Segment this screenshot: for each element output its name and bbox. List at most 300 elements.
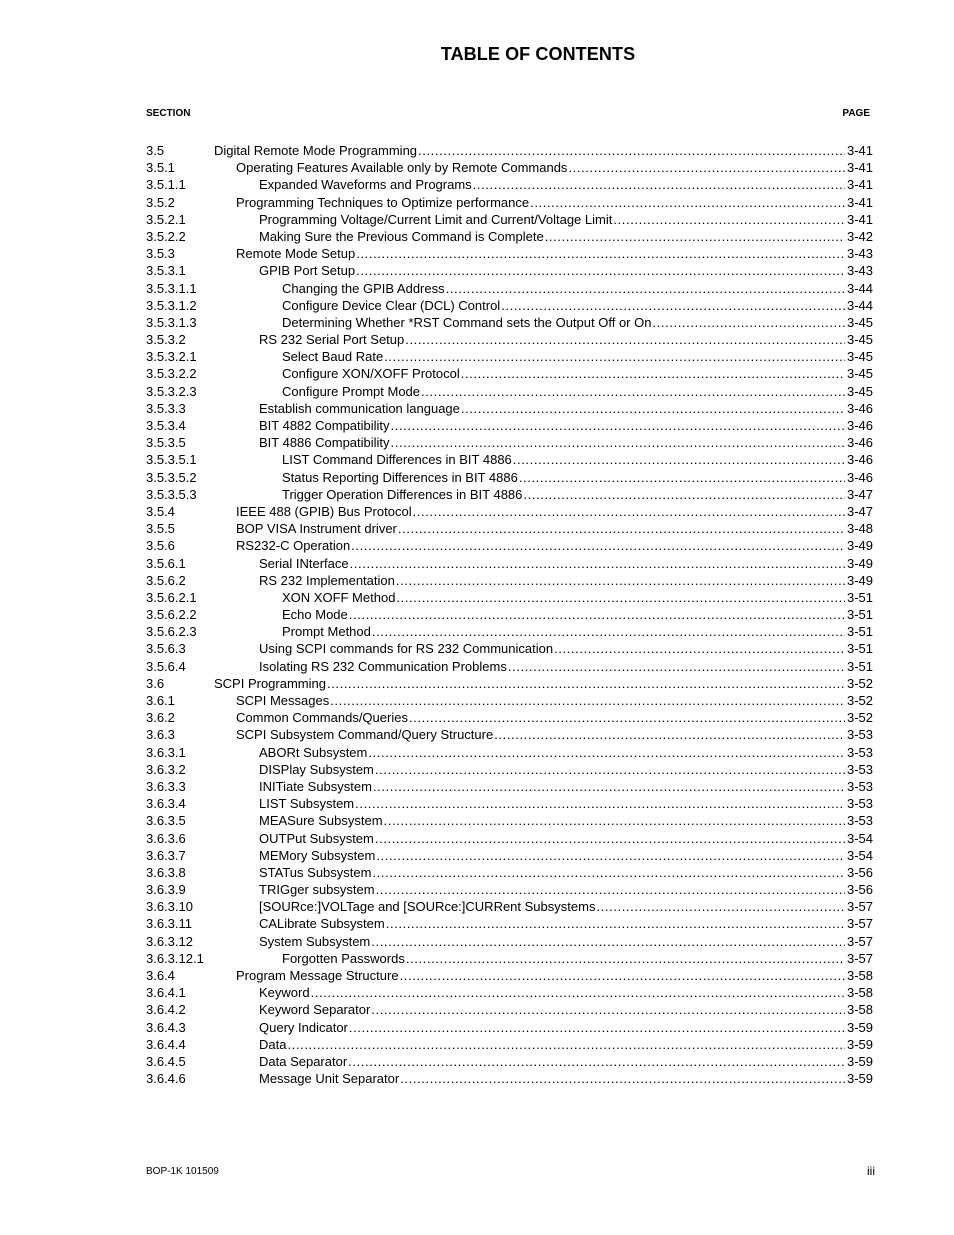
toc-section-number: 3.5.3.2.1	[146, 349, 197, 365]
toc-section-number: 3.6	[146, 675, 165, 691]
toc-entry-title: RS 232 Implementation	[259, 572, 395, 588]
toc-entry-title: System Subsystem	[259, 933, 371, 949]
toc-entry[interactable]	[146, 1019, 873, 1036]
toc-entry[interactable]	[146, 194, 873, 211]
table-of-contents	[146, 142, 873, 1087]
toc-page-number: 3-54	[846, 830, 873, 846]
toc-entry-title: ABORt Subsystem	[259, 744, 368, 760]
toc-entry-line	[259, 400, 873, 417]
toc-page-number: 3-47	[846, 503, 873, 519]
toc-entry-line	[259, 795, 873, 812]
toc-entry-title: SCPI Subsystem Command/Query Structure	[236, 727, 494, 743]
toc-entry-title: [SOURce:]VOLTage and [SOURce:]CURRent Subsystems	[259, 899, 596, 915]
dot-leader	[375, 761, 845, 778]
toc-entry-title: MEMory Subsystem	[259, 847, 376, 863]
toc-page-number: 3-59	[846, 1071, 873, 1087]
page-title: TABLE OF CONTENTS	[440, 44, 636, 64]
toc-section-number: 3.6.3.12	[146, 933, 193, 949]
dot-leader	[418, 142, 845, 159]
dot-leader	[473, 176, 845, 193]
toc-entry-line	[282, 589, 873, 606]
toc-section-number: 3.5.3.2	[146, 332, 186, 348]
dot-leader	[400, 967, 845, 984]
dot-leader	[461, 400, 845, 417]
toc-section-number: 3.5.6.2.2	[146, 607, 197, 623]
toc-section-number: 3.6.1	[146, 693, 175, 708]
toc-entry[interactable]	[146, 709, 873, 726]
toc-entry[interactable]	[146, 675, 873, 692]
toc-section-number: 3.6.4.2	[146, 1002, 186, 1018]
dot-leader	[356, 262, 845, 279]
toc-entry-line	[259, 778, 873, 795]
toc-entry-line	[236, 709, 873, 726]
toc-entry-title: Serial INterface	[259, 555, 349, 571]
toc-section-number: 3.5.6.1	[146, 555, 186, 571]
toc-entry[interactable]	[146, 640, 873, 657]
toc-page-number: 3-45	[846, 366, 873, 382]
dot-leader	[409, 709, 845, 726]
toc-entry-title: SCPI Programming	[214, 675, 326, 691]
dot-leader	[287, 1036, 845, 1053]
dot-leader	[494, 726, 845, 743]
toc-section-number: 3.5.3	[146, 246, 175, 262]
toc-entry[interactable]	[146, 933, 873, 950]
toc-page-number: 3-58	[846, 985, 873, 1001]
toc-entry-line	[259, 1036, 873, 1053]
toc-page-number: 3-48	[846, 521, 873, 537]
toc-section-number: 3.6.3	[146, 727, 175, 743]
toc-page-number: 3-51	[846, 658, 873, 674]
toc-page-number: 3-56	[846, 864, 873, 880]
dot-leader	[348, 1053, 845, 1070]
toc-section-number: 3.5	[146, 143, 165, 158]
toc-section-number: 3.6.3.8	[146, 864, 186, 880]
toc-entry-line	[236, 692, 873, 709]
dot-leader	[446, 280, 845, 297]
toc-entry[interactable]	[146, 881, 873, 898]
toc-page-number: 3-51	[846, 607, 873, 623]
dot-leader	[405, 331, 845, 348]
toc-page-number: 3-41	[846, 194, 873, 210]
toc-page-number: 3-45	[846, 314, 873, 330]
toc-page-number: 3-59	[846, 1019, 873, 1035]
toc-page-number: 3-53	[846, 761, 873, 777]
toc-section-number: 3.5.2.1	[146, 211, 186, 227]
toc-entry[interactable]	[146, 967, 873, 984]
dot-leader	[391, 417, 845, 434]
dot-leader	[330, 692, 845, 709]
toc-entry[interactable]	[146, 400, 873, 417]
toc-entry-line	[259, 864, 873, 881]
toc-page-number: 3-59	[846, 1053, 873, 1069]
toc-entry-title: Message Unit Separator	[259, 1071, 400, 1087]
toc-entry[interactable]	[146, 451, 873, 468]
toc-section-number: 3.5.3.1.2	[146, 297, 197, 313]
toc-section-number: 3.5.6.2.1	[146, 589, 197, 605]
dot-leader	[530, 194, 845, 211]
toc-page-number: 3-51	[846, 641, 873, 657]
toc-page-number: 3-41	[846, 143, 873, 158]
dot-leader	[355, 795, 845, 812]
toc-page-number: 3-56	[846, 882, 873, 898]
toc-page-number: 3-46	[846, 435, 873, 451]
toc-page-number: 3-45	[846, 383, 873, 399]
dot-leader	[376, 847, 845, 864]
toc-entry[interactable]	[146, 1001, 873, 1018]
toc-section-number: 3.6.3.3	[146, 778, 186, 794]
toc-entry-line	[259, 898, 873, 915]
dot-leader	[327, 675, 845, 692]
dot-leader	[349, 606, 845, 623]
dot-leader	[356, 245, 845, 262]
toc-section-number: 3.5.3.5.3	[146, 486, 197, 502]
toc-entry-line	[236, 245, 873, 262]
toc-entry-title: LIST Command Differences in BIT 4886	[282, 452, 512, 468]
toc-page-number: 3-58	[846, 968, 873, 983]
toc-entry[interactable]	[146, 915, 873, 932]
toc-entry[interactable]	[146, 211, 873, 228]
toc-entry-line	[259, 228, 873, 245]
toc-entry[interactable]	[146, 537, 873, 554]
dot-leader	[372, 623, 845, 640]
toc-entry-title: Common Commands/Queries	[236, 710, 408, 726]
toc-section-number: 3.6.3.11	[146, 916, 193, 932]
toc-entry-line	[282, 451, 873, 468]
toc-entry-line	[259, 881, 873, 898]
toc-entry-title: Keyword Separator	[259, 1002, 371, 1018]
toc-entry-title: LIST Subsystem	[259, 796, 355, 812]
toc-entry[interactable]	[146, 1070, 873, 1087]
document-id: BOP-1K 101509	[146, 1166, 219, 1177]
toc-entry[interactable]	[146, 984, 873, 1001]
toc-entry-title: BIT 4886 Compatibility	[259, 435, 390, 451]
toc-page-number: 3-45	[846, 349, 873, 365]
toc-entry[interactable]	[146, 503, 873, 520]
toc-entry-line	[236, 503, 873, 520]
toc-section-number: 3.5.2.2	[146, 228, 186, 244]
toc-entry-line	[259, 176, 873, 193]
toc-entry[interactable]	[146, 1036, 873, 1053]
toc-entry[interactable]	[146, 555, 873, 572]
toc-section-number: 3.5.1	[146, 160, 175, 176]
toc-section-number: 3.6.4	[146, 968, 175, 983]
toc-section-number: 3.6.4.6	[146, 1071, 186, 1087]
toc-entry-line	[282, 365, 873, 382]
toc-entry-line	[259, 211, 873, 228]
page-column-header: PAGE	[842, 108, 870, 119]
toc-page-number: 3-44	[846, 280, 873, 296]
toc-page-number: 3-41	[846, 177, 873, 193]
toc-entry-title: Programming Voltage/Current Limit and Current/Voltage Limit	[259, 211, 613, 227]
toc-section-number: 3.5.6.4	[146, 658, 186, 674]
dot-leader	[568, 159, 845, 176]
toc-entry[interactable]	[146, 297, 873, 314]
toc-section-number: 3.5.3.2.3	[146, 383, 197, 399]
toc-entry[interactable]	[146, 761, 873, 778]
toc-page-number: 3-58	[846, 1002, 873, 1018]
dot-leader	[596, 898, 845, 915]
dot-leader	[461, 365, 845, 382]
toc-section-number: 3.6.3.10	[146, 899, 193, 915]
toc-page-number: 3-43	[846, 246, 873, 262]
toc-entry-title: BOP VISA Instrument driver	[236, 521, 397, 537]
toc-entry-title: INITiate Subsystem	[259, 778, 372, 794]
toc-entry-title: DISPlay Subsystem	[259, 761, 374, 777]
toc-entry[interactable]	[146, 1053, 873, 1070]
toc-page-number: 3-53	[846, 813, 873, 829]
toc-page-number: 3-46	[846, 400, 873, 416]
toc-page-number: 3-52	[846, 710, 873, 726]
toc-page-number: 3-47	[846, 486, 873, 502]
dot-leader	[501, 297, 845, 314]
page-number: iii	[867, 1164, 875, 1178]
dot-leader	[508, 658, 845, 675]
toc-entry-line	[282, 623, 873, 640]
toc-entry-title: Prompt Method	[282, 624, 371, 640]
toc-entry-line	[236, 194, 873, 211]
toc-entry-title: Select Baud Rate	[282, 349, 384, 365]
toc-entry-title: RS 232 Serial Port Setup	[259, 332, 405, 348]
toc-entry[interactable]	[146, 847, 873, 864]
dot-leader	[523, 486, 845, 503]
toc-entry-line	[259, 555, 873, 572]
toc-section-number: 3.6.3.1	[146, 744, 186, 760]
toc-entry-line	[282, 297, 873, 314]
toc-entry-title: CALibrate Subsystem	[259, 916, 385, 932]
toc-section-number: 3.6.3.7	[146, 847, 186, 863]
toc-entry[interactable]	[146, 348, 873, 365]
dot-leader	[519, 469, 845, 486]
toc-page-number: 3-53	[846, 727, 873, 743]
toc-entry[interactable]	[146, 434, 873, 451]
toc-entry-title: Query Indicator	[259, 1019, 348, 1035]
toc-entry[interactable]	[146, 228, 873, 245]
toc-entry[interactable]	[146, 950, 873, 967]
toc-entry[interactable]	[146, 692, 873, 709]
toc-section-number: 3.5.6.2.3	[146, 624, 197, 640]
toc-page-number: 3-43	[846, 263, 873, 279]
toc-section-number: 3.6.4.5	[146, 1053, 186, 1069]
toc-entry[interactable]	[146, 142, 873, 159]
toc-entry[interactable]	[146, 314, 873, 331]
toc-entry-title: Digital Remote Mode Programming	[214, 143, 418, 158]
toc-entry[interactable]	[146, 795, 873, 812]
toc-section-number: 3.5.6	[146, 538, 175, 554]
toc-entry-title: Trigger Operation Differences in BIT 4886	[282, 486, 523, 502]
toc-entry[interactable]	[146, 417, 873, 434]
dot-leader	[391, 434, 845, 451]
toc-entry-line	[259, 1019, 873, 1036]
toc-entry-title: Configure Device Clear (DCL) Control	[282, 297, 501, 313]
toc-entry-title: Forgotten Passwords	[282, 950, 405, 966]
toc-entry-title: Keyword	[259, 985, 310, 1001]
toc-entry-title: XON XOFF Method	[282, 589, 396, 605]
toc-section-number: 3.5.3.1	[146, 263, 186, 279]
dot-leader	[311, 984, 845, 1001]
dot-leader	[351, 537, 845, 554]
dot-leader	[373, 778, 845, 795]
dot-leader	[652, 314, 845, 331]
toc-entry-title: Changing the GPIB Address	[282, 280, 445, 296]
dot-leader	[513, 451, 845, 468]
toc-section-number: 3.5.3.5.2	[146, 469, 197, 485]
toc-entry-title: Determining Whether *RST Command sets the Output Off or On	[282, 314, 652, 330]
toc-entry[interactable]	[146, 589, 873, 606]
dot-leader	[545, 228, 845, 245]
toc-page-number: 3-54	[846, 847, 873, 863]
toc-entry[interactable]	[146, 262, 873, 279]
toc-page-number: 3-46	[846, 469, 873, 485]
toc-entry-title: STATus Subsystem	[259, 864, 372, 880]
toc-entry[interactable]	[146, 572, 873, 589]
toc-entry-title: Data Separator	[259, 1053, 348, 1069]
dot-leader	[396, 589, 845, 606]
toc-section-number: 3.6.2	[146, 710, 175, 726]
toc-entry-line	[259, 572, 873, 589]
toc-entry[interactable]	[146, 469, 873, 486]
toc-page-number: 3-49	[846, 538, 873, 554]
toc-entry-line	[259, 915, 873, 932]
toc-page-number: 3-52	[846, 675, 873, 691]
toc-entry[interactable]	[146, 898, 873, 915]
toc-entry-title: OUTPut Subsystem	[259, 830, 374, 846]
dot-leader	[421, 383, 845, 400]
toc-entry-line	[236, 159, 873, 176]
toc-page-number: 3-42	[846, 228, 873, 244]
toc-section-number: 3.6.3.12.1	[146, 950, 204, 966]
toc-entry[interactable]	[146, 744, 873, 761]
toc-entry[interactable]	[146, 383, 873, 400]
toc-page-number: 3-51	[846, 589, 873, 605]
toc-entry[interactable]	[146, 280, 873, 297]
toc-entry-line	[259, 1001, 873, 1018]
toc-entry[interactable]	[146, 606, 873, 623]
toc-section-number: 3.5.3.3	[146, 400, 186, 416]
toc-section-number: 3.6.4.1	[146, 985, 186, 1001]
toc-entry-line	[282, 950, 873, 967]
toc-entry-line	[259, 812, 873, 829]
toc-entry-title: Echo Mode	[282, 607, 348, 623]
toc-page-number: 3-49	[846, 555, 873, 571]
dot-leader	[413, 503, 845, 520]
toc-entry[interactable]	[146, 365, 873, 382]
toc-entry-line	[282, 606, 873, 623]
dot-leader	[384, 812, 845, 829]
section-column-header: SECTION	[146, 108, 191, 119]
toc-entry-line	[259, 830, 873, 847]
toc-page-number: 3-59	[846, 1036, 873, 1052]
toc-page-number: 3-53	[846, 778, 873, 794]
toc-entry-line	[259, 744, 873, 761]
toc-entry-title: Using SCPI commands for RS 232 Communication	[259, 641, 554, 657]
toc-page-number: 3-53	[846, 744, 873, 760]
toc-entry-title: IEEE 488 (GPIB) Bus Protocol	[236, 503, 412, 519]
toc-entry-title: Data	[259, 1036, 287, 1052]
toc-section-number: 3.5.6.2	[146, 572, 186, 588]
toc-page-number: 3-57	[846, 916, 873, 932]
toc-page-number: 3-57	[846, 950, 873, 966]
toc-entry-title: Program Message Structure	[236, 968, 399, 983]
dot-leader	[349, 1019, 845, 1036]
dot-leader	[386, 915, 845, 932]
dot-leader	[372, 864, 845, 881]
toc-entry[interactable]	[146, 159, 873, 176]
toc-entry-title: Making Sure the Previous Command is Complete	[259, 228, 544, 244]
toc-page-number: 3-51	[846, 624, 873, 640]
toc-page-number: 3-52	[846, 693, 873, 708]
toc-entry-line	[259, 1053, 873, 1070]
toc-entry-line	[259, 658, 873, 675]
dot-leader	[398, 520, 845, 537]
toc-entry-line	[282, 469, 873, 486]
toc-entry-line	[259, 933, 873, 950]
toc-entry-line	[236, 967, 873, 984]
toc-entry[interactable]	[146, 245, 873, 262]
toc-entry[interactable]	[146, 864, 873, 881]
toc-page-number: 3-57	[846, 899, 873, 915]
toc-entry-line	[282, 348, 873, 365]
toc-page-number: 3-49	[846, 572, 873, 588]
toc-section-number: 3.6.3.9	[146, 882, 186, 898]
toc-entry-title: GPIB Port Setup	[259, 263, 356, 279]
toc-entry[interactable]	[146, 520, 873, 537]
toc-entry-line	[214, 675, 873, 692]
toc-entry-title: SCPI Messages	[236, 693, 330, 708]
toc-page-number: 3-46	[846, 418, 873, 433]
toc-section-number: 3.5.3.1.1	[146, 280, 197, 296]
toc-page-number: 3-46	[846, 452, 873, 468]
toc-entry[interactable]	[146, 331, 873, 348]
toc-entry[interactable]	[146, 726, 873, 743]
toc-section-number: 3.6.3.2	[146, 761, 186, 777]
toc-entry-line	[259, 847, 873, 864]
toc-entry[interactable]	[146, 778, 873, 795]
toc-entry-line	[259, 262, 873, 279]
toc-entry-title: TRIGger subsystem	[259, 882, 375, 898]
toc-entry[interactable]	[146, 830, 873, 847]
dot-leader	[376, 881, 845, 898]
toc-section-number: 3.5.3.5.1	[146, 452, 197, 468]
toc-entry-title: Configure XON/XOFF Protocol	[282, 366, 460, 382]
toc-section-number: 3.5.3.5	[146, 435, 186, 451]
dot-leader	[371, 933, 845, 950]
toc-entry[interactable]	[146, 623, 873, 640]
toc-page-number: 3-45	[846, 332, 873, 348]
toc-entry-title: Programming Techniques to Optimize performance	[236, 194, 530, 210]
toc-page-number: 3-41	[846, 160, 873, 176]
toc-entry-line	[236, 520, 873, 537]
dot-leader	[371, 1001, 845, 1018]
toc-section-number: 3.5.3.4	[146, 418, 186, 433]
toc-section-number: 3.5.5	[146, 521, 175, 537]
toc-entry[interactable]	[146, 486, 873, 503]
toc-entry-title: Expanded Waveforms and Programs	[259, 177, 472, 193]
toc-entry[interactable]	[146, 812, 873, 829]
toc-entry[interactable]	[146, 176, 873, 193]
toc-section-number: 3.5.1.1	[146, 177, 186, 193]
toc-entry-line	[259, 761, 873, 778]
toc-section-number: 3.5.4	[146, 503, 175, 519]
toc-entry-line	[282, 383, 873, 400]
toc-entry-title: MEASure Subsystem	[259, 813, 383, 829]
toc-entry-title: Configure Prompt Mode	[282, 383, 421, 399]
toc-page-number: 3-41	[846, 211, 873, 227]
dot-leader	[384, 348, 845, 365]
toc-page-number: 3-57	[846, 933, 873, 949]
toc-page-number: 3-44	[846, 297, 873, 313]
toc-entry[interactable]	[146, 658, 873, 675]
toc-section-number: 3.5.6.3	[146, 641, 186, 657]
